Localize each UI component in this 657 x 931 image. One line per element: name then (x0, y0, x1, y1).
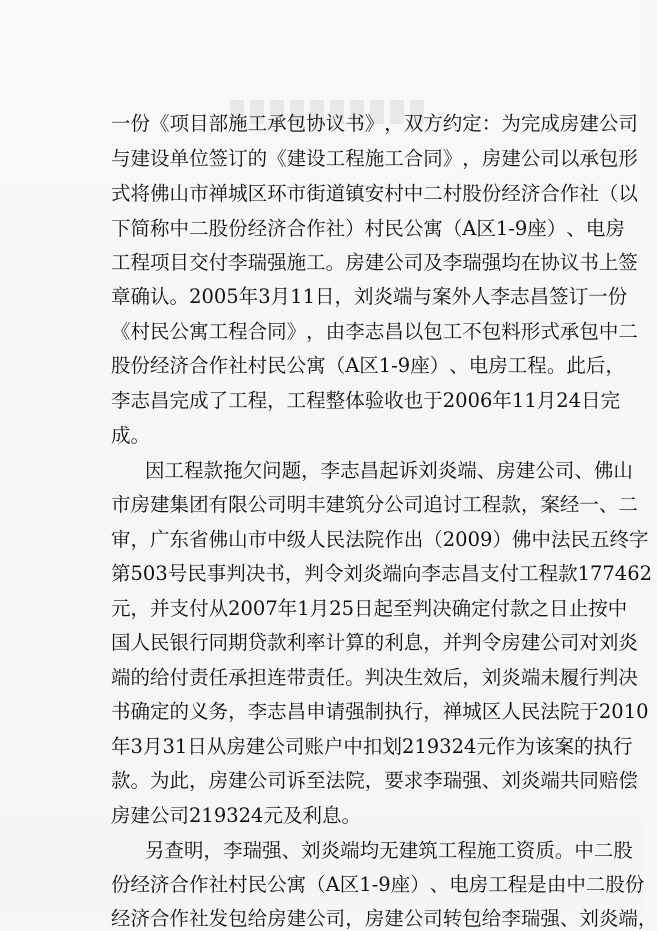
text-line: 经 济 合 作 社 发 包 给 房 建 公 司 ， 房 建 公 司 转 包 给 李 瑞 强 、 刘 炎 端 ， (111, 907, 657, 930)
text-line: 因 工 程 款 拖 欠 问 题 ， 李 志 昌 起 诉 刘 炎 端 、 房 建 公 司 、 佛 山 (145, 459, 633, 482)
text-line: 另 查 明 ， 李 瑞 强 、 刘 炎 端 均 无 建 筑 工 程 施 工 资 质 。 中 二 股 (145, 839, 633, 862)
text-line: 款 。 为 此 ， 房 建 公 司 诉 至 法 院 ， 要 求 李 瑞 强 、 刘 炎 端 共 同 赔 偿 (111, 769, 638, 792)
text-line: 李 志 昌 完 成 了 工 程 ， 工 程 整 体 验 收 也 于 2006 年 11 月 24 日 完 (111, 389, 621, 412)
text-line: 元 ， 并 支 付 从 2007 年 1 月 25 日 起 至 判 决 确 定 付 款 之 日 止 按 中 (111, 597, 628, 620)
text-line: 审 ， 广 东 省 佛 山 市 中 级 人 民 法 院 作 出 （ 2009 ） 佛 中 法 民 五 终 字 (111, 528, 649, 551)
text-line: 国 人 民 银 行 同 期 贷 款 利 率 计 算 的 利 息 ， 并 判 令 房 建 公 司 对 刘 炎 (111, 631, 638, 654)
text-line: 市 房 建 集 团 有 限 公 司 明 丰 建 筑 分 公 司 追 讨 工 程 款 ， 案 经 一 、 二 (111, 493, 638, 516)
text-line: 与 建 设 单 位 签 订 的 《 建 设 工 程 施 工 合 同 》 ， 房 建 公 司 以 承 包 形 (111, 147, 638, 170)
text-line: 章 确 认 。 2005 年 3 月 11 日 ， 刘 炎 端 与 案 外 人 李 志 昌 签 订 一 份 (111, 285, 628, 308)
text-line: 端 的 给 付 责 任 承 担 连 带 责 任 。 判 决 生 效 后 ， 刘 炎 端 未 履 行 判 决 (111, 666, 638, 689)
text-line: 书 确 定 的 义 务 ， 李 志 昌 申 请 强 制 执 行 ， 禅 城 区 人 民 法 院 于 2010 (111, 700, 649, 723)
text-line: 式 将 佛 山 市 禅 城 区 环 市 街 道 镇 安 村 中 二 村 股 份 经 济 合 作 社 （ 以 (111, 182, 638, 205)
text-line: 下 简 称 中 二 股 份 经 济 合 作 社 ） 村 民 公 寓 （ A 区 1-9 座 ） 、 电 房 (111, 217, 625, 240)
text-line: 年 3 月 31 日 从 房 建 公 司 账 户 中 扣 划 219324 元 作 为 该 案 的 执 行 (111, 735, 633, 758)
text-line: 股 份 经 济 合 作 社 村 民 公 寓 （ A 区 1-9 座 ） 、 电 房 工 程 。 此 后 ， (111, 354, 625, 377)
text-line: 第 503 号 民 事 判 决 书 ， 判 令 刘 炎 端 向 李 志 昌 支 付 工 程 款 177462 (111, 562, 653, 585)
text-line: 一 份 《 项 目 部 施 工 承 包 协 议 书 》 ， 双 方 约 定 ： 为 完 成 房 建 公 司 (111, 112, 638, 135)
text-line: 房建公司219324元及利息。 (111, 804, 361, 827)
text-line: 《 村 民 公 寓 工 程 合 同 》 ， 由 李 志 昌 以 包 工 不 包 料 形 式 承 包 中 二 (111, 320, 638, 343)
text-line: 份 经 济 合 作 社 村 民 公 寓 （ A 区 1-9 座 ） 、 电 房 工 程 是 由 中 二 股 份 (111, 873, 645, 896)
text-line: 成。 (111, 424, 151, 447)
text-line: 工 程 项 目 交 付 李 瑞 强 施 工 。 房 建 公 司 及 李 瑞 强 均 在 协 议 书 上 签 (111, 251, 638, 274)
